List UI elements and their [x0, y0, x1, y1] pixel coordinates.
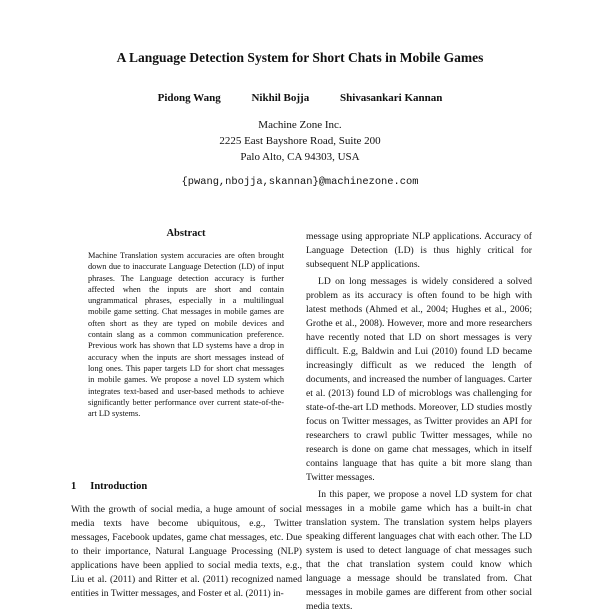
affiliation-address-line: Palo Alto, CA 94303, USA [240, 151, 360, 163]
abstract-body: Machine Translation system accuracies are often brought down due to inaccurate Language Detection (LD) of input phrases. The Language detection accuracy is further affected when the inputs are short and contain ungrammatical phrases, especially in a multilingual mobile game setting. Chat messages in mobile games are often short as they are typed on mobile devices and contain slang as a common communication preference. Previous work has shown that LD systems have a drop in accuracy when the inputs are short messages instead of long ones. This paper targets LD for short chat messages in mobile games. We propose a novel LD system which integrates text-based and user-based methods to achieve significantly better performance over current state-of-the-art LD systems. [88, 251, 284, 419]
author-emails: {pwang,nbojja,skannan}@machinezone.com [181, 176, 419, 188]
section-heading-introduction [71, 481, 301, 492]
abstract-heading: Abstract [166, 228, 206, 239]
section-number: 1 [71, 481, 77, 492]
author-name: Pidong Wang [157, 92, 221, 104]
body-paragraph: message using appropriate NLP applications. Accuracy of Language Detection (LD) is thus highly critical for subsequent NLP applications. [306, 231, 532, 270]
affiliation [0, 117, 600, 165]
affiliation-org: Machine Zone Inc. [258, 119, 342, 131]
section-title: Introduction [90, 481, 148, 492]
introduction-paragraph: With the growth of social media, a huge amount of social media texts have become ubiquitous, e.g., Twitter messages, Facebook updates, game chat messages, etc. Due to their importance, Natural Language Processing (NLP) applications have been applied to social media texts, e.g., Liu et al. (2011) and Ritter et al. (2011) recognized named entities in Twitter messages, and Foster et al. (2011) in- [71, 504, 302, 599]
author-name: Nikhil Bojja [251, 92, 310, 104]
body-paragraph: LD on long messages is widely considered a solved problem as its accuracy is often found to be high with latest methods (Ahmed et al., 2004; Hughes et al., 2006; Grothe et al., 2008). However, more and more researchers have recently noted that LD on short messages is very difficult. E.g, Baldwin and Lui (2010) found LD became increasingly difficult as we reduced the length of documents, and increased the number of languages. Carter et al. (2013) found LD of microblogs was challenging for state-of-the-art LD methods. Moreover, LD studies mostly focus on Twitter messages, as Twitter provides an API for researchers to crawl public Twitter messages, while no research is done on game chat messages, which in itself contains language that has quite a bit more slang than Twitter messages. [306, 276, 532, 483]
affiliation-address-line: 2225 East Bayshore Road, Suite 200 [219, 135, 381, 147]
body-paragraph: In this paper, we propose a novel LD system for chat messages in a mobile game which has a built-in chat translation system. The translation system helps players speaking different languages chat with each other. The LD system is used to detect language of chat messages such that the chat translation system could know which language a message should be translated from. Chat messages in mobile games are different from other social media texts. [306, 489, 532, 612]
author-name: Shivasankari Kannan [339, 92, 443, 104]
author-list [0, 92, 600, 104]
right-column [306, 230, 532, 612]
paper-title: A Language Detection System for Short Chats in Mobile Games [116, 50, 484, 65]
